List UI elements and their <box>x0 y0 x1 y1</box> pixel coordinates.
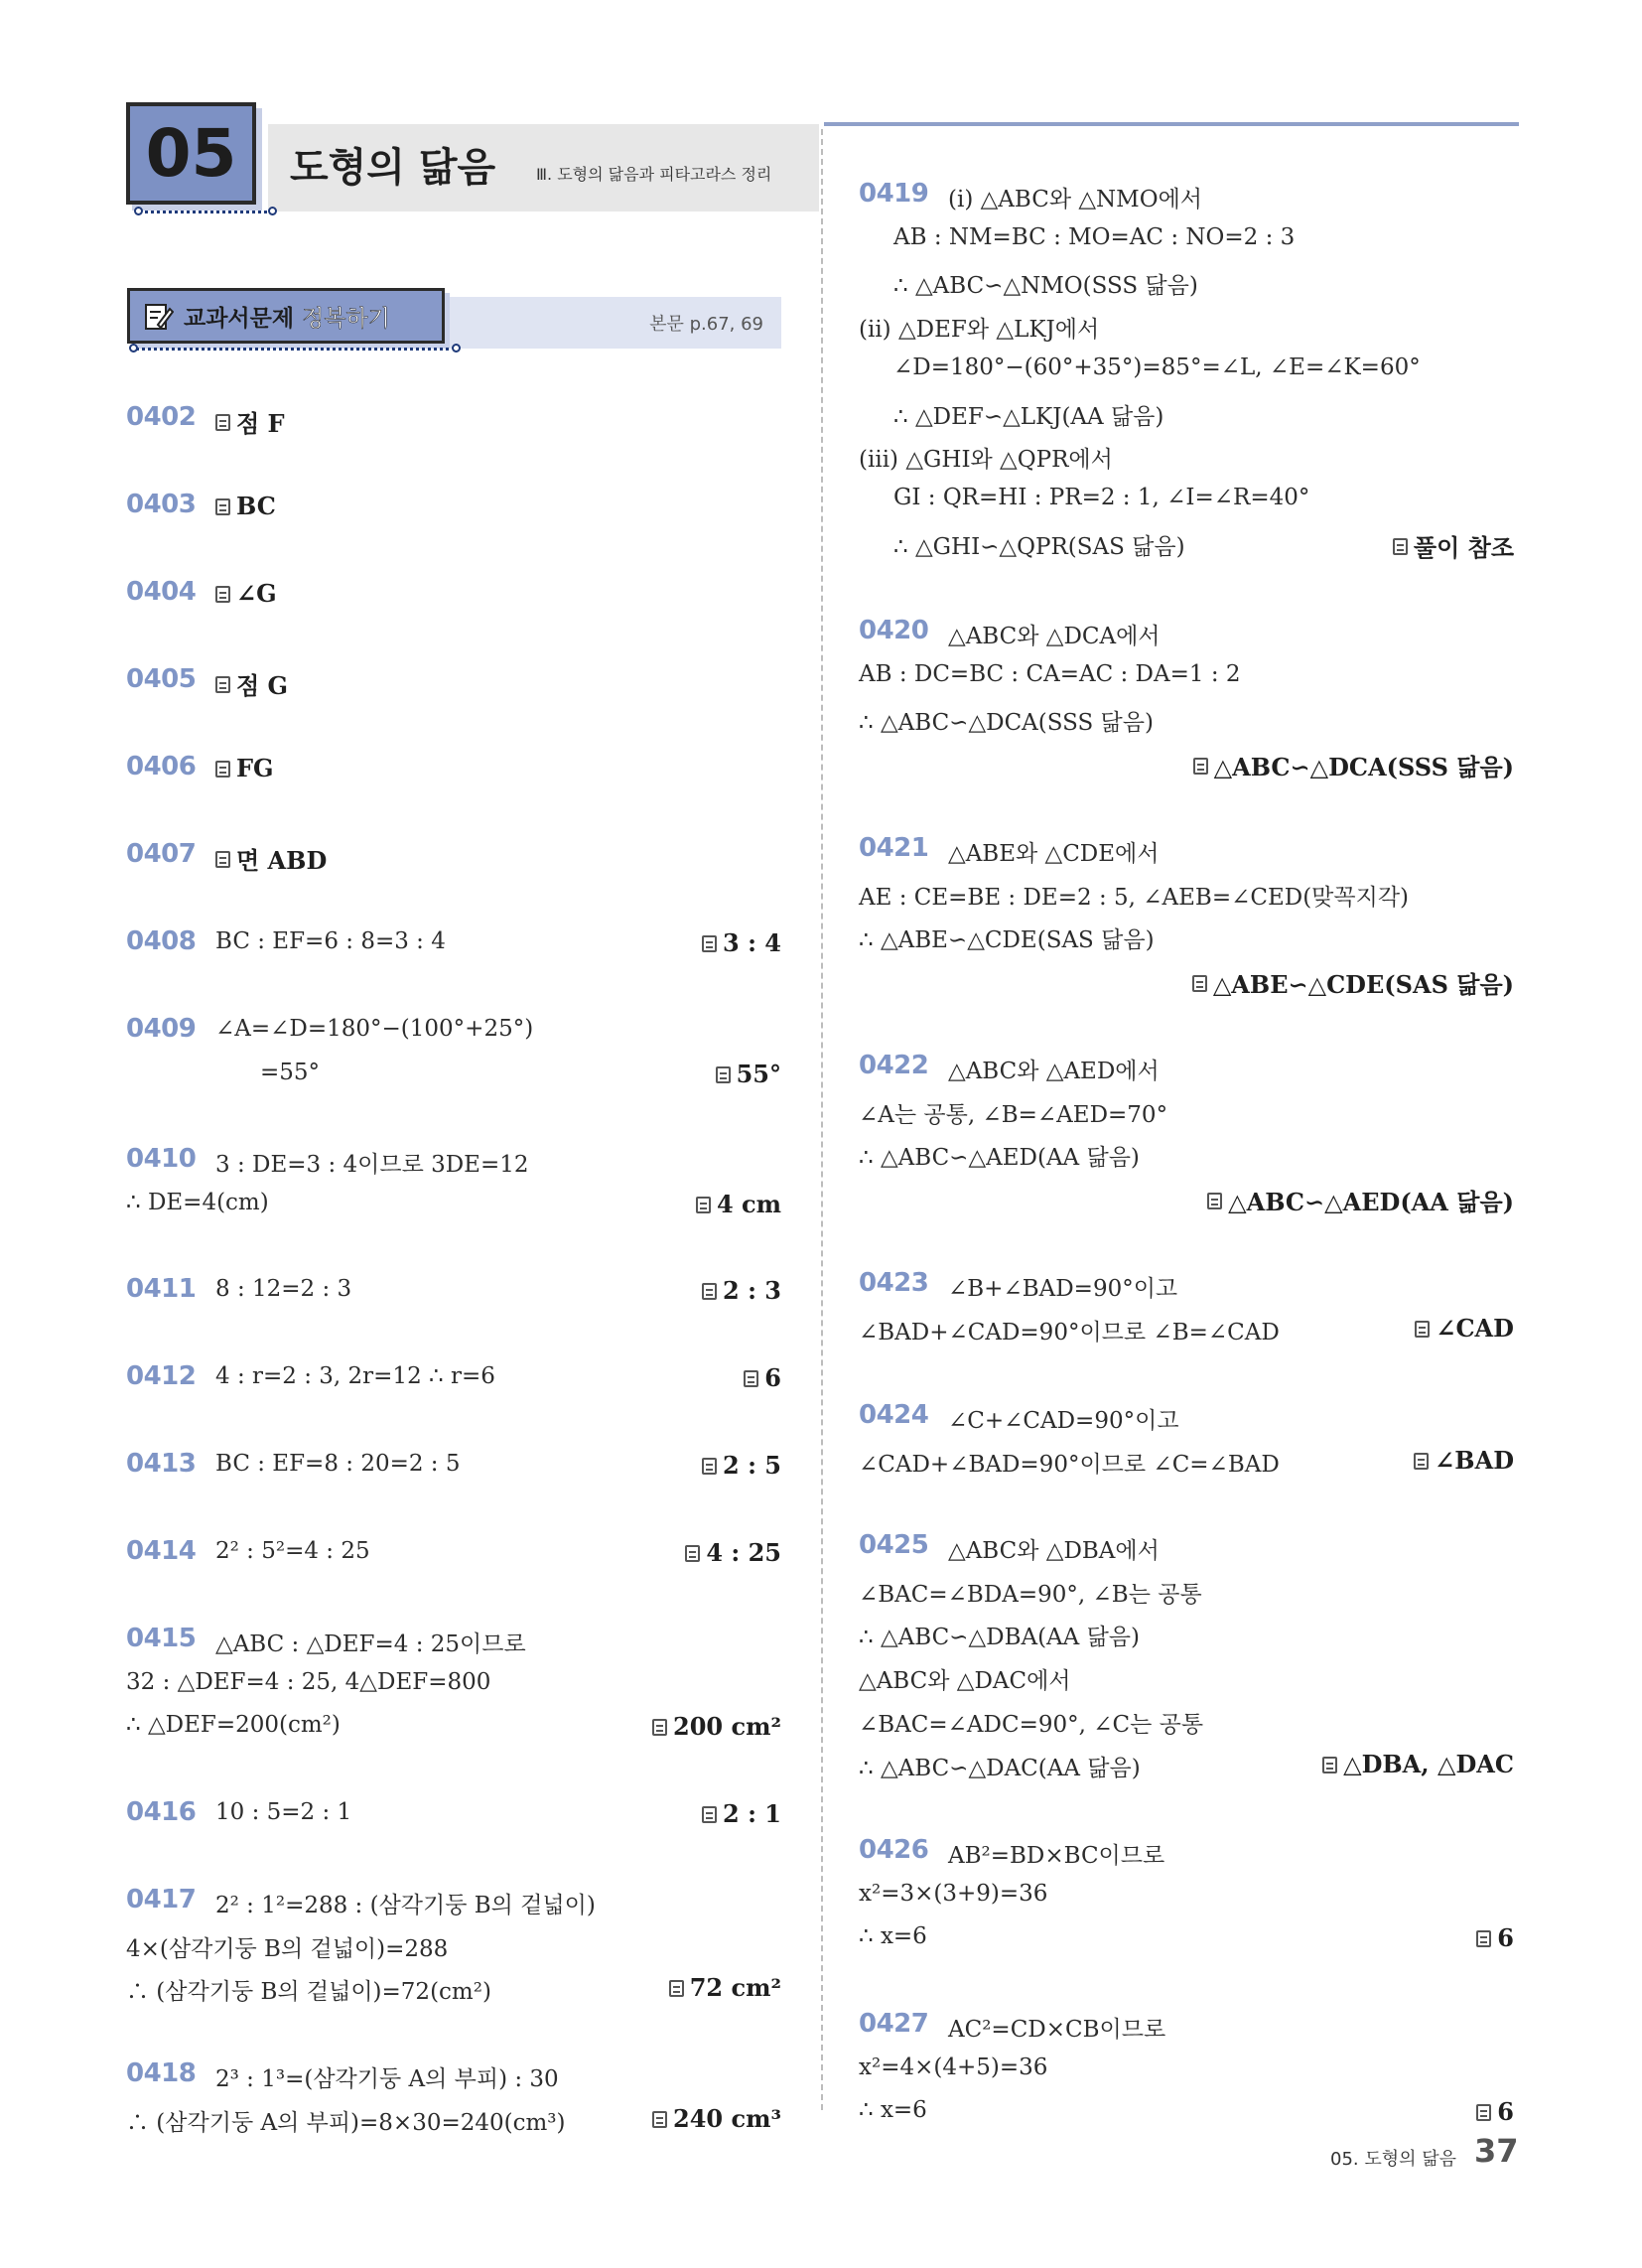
textbook-page-reference: 본문 p.67, 69 <box>649 314 763 335</box>
answer <box>744 1363 781 1392</box>
answer <box>1393 528 1514 563</box>
answer-text: 6 <box>764 1363 781 1392</box>
problem-number: 0427 <box>859 2009 929 2039</box>
answer-text: △ABE∽△CDE(SAS 닮음) <box>1212 970 1514 1000</box>
solution-line: 2³ : 1³=(삼각기둥 A의 부피) : 30 <box>215 2066 559 2092</box>
problem-number: 0410 <box>126 1144 197 1174</box>
answer <box>1476 2097 1514 2126</box>
problem-number: 0420 <box>859 616 929 645</box>
answer-mark-icon <box>1192 975 1207 992</box>
answer-text: 3 : 4 <box>723 928 781 957</box>
answer-text: 2 : 1 <box>723 1799 781 1828</box>
problem-number: 0424 <box>859 1400 929 1430</box>
answer-text: 6 <box>1497 1923 1514 1953</box>
solution-line: 4×(삼각기둥 B의 겉넓이)=288 <box>126 1935 449 1962</box>
answer-mark-icon <box>215 498 230 515</box>
solution-line: ∴ △ABC∽△AED(AA 닮음) <box>859 1145 1140 1172</box>
solution-line: △ABC : △DEF=4 : 25이므로 <box>215 1631 526 1657</box>
answer <box>215 579 277 608</box>
footer-chapter-label: 05. 도형의 닮음 <box>1330 2149 1457 2170</box>
solution-line: ∠BAD+∠CAD=90°이므로 ∠B=∠CAD <box>859 1319 1280 1346</box>
solution-line: GI : QR=HI : PR=2 : 1, ∠I=∠R=40° <box>893 484 1310 510</box>
solution-line: ∴ (삼각기둥 B의 겉넓이)=72(cm²) <box>126 1979 491 2006</box>
solution-line: ∴ △DEF∽△LKJ(AA 닮음) <box>893 403 1164 430</box>
chapter-title: 도형의 닮음 <box>290 145 496 191</box>
solution-line: x²=4×(4+5)=36 <box>859 2054 1048 2080</box>
problem-number: 0416 <box>126 1797 197 1827</box>
answer-text: 200 cm² <box>673 1712 781 1742</box>
problem-number: 0414 <box>126 1536 197 1566</box>
answer-text: 72 cm² <box>689 1973 781 2003</box>
answer-mark-icon <box>685 1545 700 1562</box>
solution-line: BC : EF=6 : 8=3 : 4 <box>215 928 446 954</box>
solution-line: △ABC와 △AED에서 <box>948 1059 1160 1084</box>
answer <box>1322 1750 1514 1778</box>
answer-mark-icon <box>215 761 230 778</box>
solution-line: ∴ △ABC∽△NMO(SSS 닮음) <box>893 273 1198 300</box>
solution-line: ∴ (삼각기둥 A의 부피)=8×30=240(cm³) <box>126 2109 566 2136</box>
answer-mark-icon <box>1414 1453 1429 1470</box>
solution-line: ∴ x=6 <box>859 1923 927 1950</box>
answer-mark-icon <box>669 1980 684 1997</box>
answer-mark-icon <box>652 2111 667 2128</box>
answer <box>1476 1923 1514 1952</box>
problem-number: 0405 <box>126 664 197 694</box>
answer-mark-icon <box>1393 538 1408 555</box>
answer-mark-icon <box>1322 1757 1337 1773</box>
problem-number: 0417 <box>126 1885 197 1914</box>
answer-text: 점 F <box>236 409 285 438</box>
answer-text: △DBA, △DAC <box>1343 1749 1514 1778</box>
answer-mark-icon <box>1193 758 1208 775</box>
answer <box>215 404 285 439</box>
solution-line: AB : DC=BC : CA=AC : DA=1 : 2 <box>859 660 1241 687</box>
solution-line: ∴ △ABE∽△CDE(SAS 닮음) <box>859 927 1155 954</box>
answer-text: 4 cm <box>716 1189 781 1218</box>
solution-line: ∠CAD+∠BAD=90°이므로 ∠C=∠BAD <box>859 1451 1280 1478</box>
answer-mark-icon <box>1476 1930 1491 1947</box>
solution-line: AB²=BD×BC이므로 <box>948 1843 1165 1869</box>
answer <box>696 1190 781 1218</box>
answer <box>1415 1314 1514 1343</box>
problem-number: 0411 <box>126 1274 197 1304</box>
solution-line: BC : EF=8 : 20=2 : 5 <box>215 1451 461 1477</box>
solution-line: (ⅲ) △GHI와 △QPR에서 <box>859 447 1113 474</box>
problem-number: 0406 <box>126 752 197 781</box>
answer-text: ∠CAD <box>1436 1313 1514 1343</box>
problem-number: 0409 <box>126 1014 197 1044</box>
solution-line: ∴ △ABC∽△DBA(AA 닮음) <box>859 1625 1140 1651</box>
answer <box>215 492 276 520</box>
answer-mark-icon <box>696 1197 711 1213</box>
answer-mark-icon <box>744 1370 758 1387</box>
solution-line: AC²=CD×CB이므로 <box>948 2017 1166 2043</box>
answer <box>1192 965 1514 1000</box>
answer <box>652 1712 781 1741</box>
answer <box>702 1276 781 1305</box>
solution-line: ∠B+∠BAD=90°이고 <box>948 1276 1178 1302</box>
answer <box>1414 1446 1514 1475</box>
answer-text: 면 ABD <box>236 846 328 875</box>
chapter-subtitle: Ⅲ. 도형의 닮음과 피타고라스 정리 <box>536 165 772 184</box>
answer-mark-icon <box>215 851 230 868</box>
solution-line: =55° <box>260 1059 321 1085</box>
solution-line: ∠A는 공통, ∠B=∠AED=70° <box>859 1101 1168 1128</box>
answer <box>716 1060 781 1088</box>
answer-mark-icon <box>1207 1193 1222 1209</box>
problem-number: 0425 <box>859 1530 929 1560</box>
solution-line: x²=3×(3+9)=36 <box>859 1880 1048 1907</box>
solution-line: (ⅰ) △ABC와 △NMO에서 <box>948 187 1203 213</box>
solution-line: 10 : 5=2 : 1 <box>215 1799 352 1825</box>
solution-line: ∴ x=6 <box>859 2097 927 2124</box>
answer-mark-icon <box>215 676 230 693</box>
answer-mark-icon <box>652 1719 667 1736</box>
problem-number: 0418 <box>126 2058 197 2088</box>
solution-line: ∠D=180°−(60°+35°)=85°=∠L, ∠E=∠K=60° <box>893 354 1421 380</box>
solution-line: ∠C+∠CAD=90°이고 <box>948 1408 1179 1434</box>
left-column <box>126 0 781 2268</box>
solution-line: △ABC와 △DAC에서 <box>859 1668 1071 1695</box>
answer <box>652 2104 781 2133</box>
answer-text: BC <box>236 492 276 520</box>
solution-line: ∴ △GHI∽△QPR(SAS 닮음) <box>893 533 1185 560</box>
solution-line: △ABC와 △DBA에서 <box>948 1538 1160 1564</box>
solution-line: AE : CE=BE : DE=2 : 5, ∠AEB=∠CED(맞꼭지각) <box>859 884 1410 911</box>
answer-text: △ABC∽△AED(AA 닮음) <box>1228 1188 1514 1217</box>
problem-number: 0419 <box>859 179 929 209</box>
problem-number: 0413 <box>126 1449 197 1479</box>
solution-line: △ABC와 △DCA에서 <box>948 624 1161 649</box>
solution-line: ∴ △DEF=200(cm²) <box>126 1712 341 1739</box>
answer <box>702 1799 781 1828</box>
answer-text: 2 : 3 <box>723 1276 781 1305</box>
solution-line: 8 : 12=2 : 3 <box>215 1276 352 1302</box>
answer <box>215 841 327 876</box>
solution-line: ∠BAC=∠BDA=90°, ∠B는 공통 <box>859 1581 1202 1608</box>
answer-mark-icon <box>215 586 230 603</box>
problem-number: 0415 <box>126 1624 197 1653</box>
answer-text: 6 <box>1497 2097 1514 2127</box>
answer-text: 4 : 25 <box>706 1538 781 1567</box>
answer-text: FG <box>236 754 274 782</box>
chapter-number-badge: 05 <box>126 102 256 205</box>
solution-line: 2² : 5²=4 : 25 <box>215 1538 370 1564</box>
answer <box>702 1451 781 1480</box>
answer-mark-icon <box>716 1066 731 1083</box>
solution-line: 2² : 1²=288 : (삼각기둥 B의 겉넓이) <box>215 1893 596 1918</box>
answer <box>702 928 781 957</box>
answer <box>215 754 274 782</box>
answer-mark-icon <box>702 1283 717 1300</box>
solution-line: 32 : △DEF=4 : 25, 4△DEF=800 <box>126 1668 491 1695</box>
answer-text: 점 G <box>236 671 289 700</box>
solution-line: 4 : r=2 : 3, 2r=12 ∴ r=6 <box>215 1363 495 1389</box>
answer <box>685 1538 781 1567</box>
problem-number: 0404 <box>126 577 197 607</box>
problem-number: 0403 <box>126 490 197 519</box>
answer <box>669 1973 781 2002</box>
answer-mark-icon <box>215 414 230 431</box>
problem-number: 0422 <box>859 1051 929 1080</box>
solution-line: △ABE와 △CDE에서 <box>948 841 1160 867</box>
answer <box>1207 1183 1514 1217</box>
problem-number: 0421 <box>859 833 929 863</box>
section-title-light: 정복하기 <box>302 305 390 332</box>
solution-line: 3 : DE=3 : 4이므로 3DE=12 <box>215 1152 529 1178</box>
answer-mark-icon <box>702 1458 717 1475</box>
solution-line: (ⅱ) △DEF와 △LKJ에서 <box>859 317 1100 344</box>
answer-text: △ABC∽△DCA(SSS 닮음) <box>1213 753 1514 782</box>
answer-mark-icon <box>702 935 717 952</box>
solution-line: ∠BAC=∠ADC=90°, ∠C는 공통 <box>859 1711 1204 1738</box>
solution-line: ∴ △ABC∽△DAC(AA 닮음) <box>859 1755 1141 1781</box>
problem-number: 0423 <box>859 1268 929 1298</box>
answer <box>215 666 288 701</box>
solution-line: ∠A=∠D=180°−(100°+25°) <box>215 1016 534 1042</box>
problem-number: 0412 <box>126 1361 197 1391</box>
solution-line: ∴ △ABC∽△DCA(SSS 닮음) <box>859 710 1154 737</box>
right-column <box>859 0 1514 2268</box>
answer-text: 55° <box>736 1059 781 1088</box>
section-title-bold: 교과서문제 <box>184 305 295 332</box>
answer-text: ∠G <box>236 579 277 608</box>
answer-text: 풀이 참조 <box>1413 532 1514 562</box>
answer <box>1193 748 1514 782</box>
solution-line: AB : NM=BC : MO=AC : NO=2 : 3 <box>893 223 1296 250</box>
problem-number: 0402 <box>126 402 197 432</box>
column-divider <box>821 129 823 2110</box>
problem-number: 0426 <box>859 1835 929 1865</box>
problem-number: 0408 <box>126 926 197 956</box>
answer-text: ∠BAD <box>1435 1445 1514 1475</box>
page-number: 37 <box>1474 2132 1519 2170</box>
answer-mark-icon <box>1415 1321 1430 1338</box>
problem-number: 0407 <box>126 839 197 869</box>
answer-mark-icon <box>1476 2104 1491 2121</box>
answer-mark-icon <box>702 1806 717 1823</box>
answer-text: 240 cm³ <box>673 2103 781 2133</box>
answer-text: 2 : 5 <box>723 1451 781 1480</box>
solution-line: ∴ DE=4(cm) <box>126 1189 269 1215</box>
